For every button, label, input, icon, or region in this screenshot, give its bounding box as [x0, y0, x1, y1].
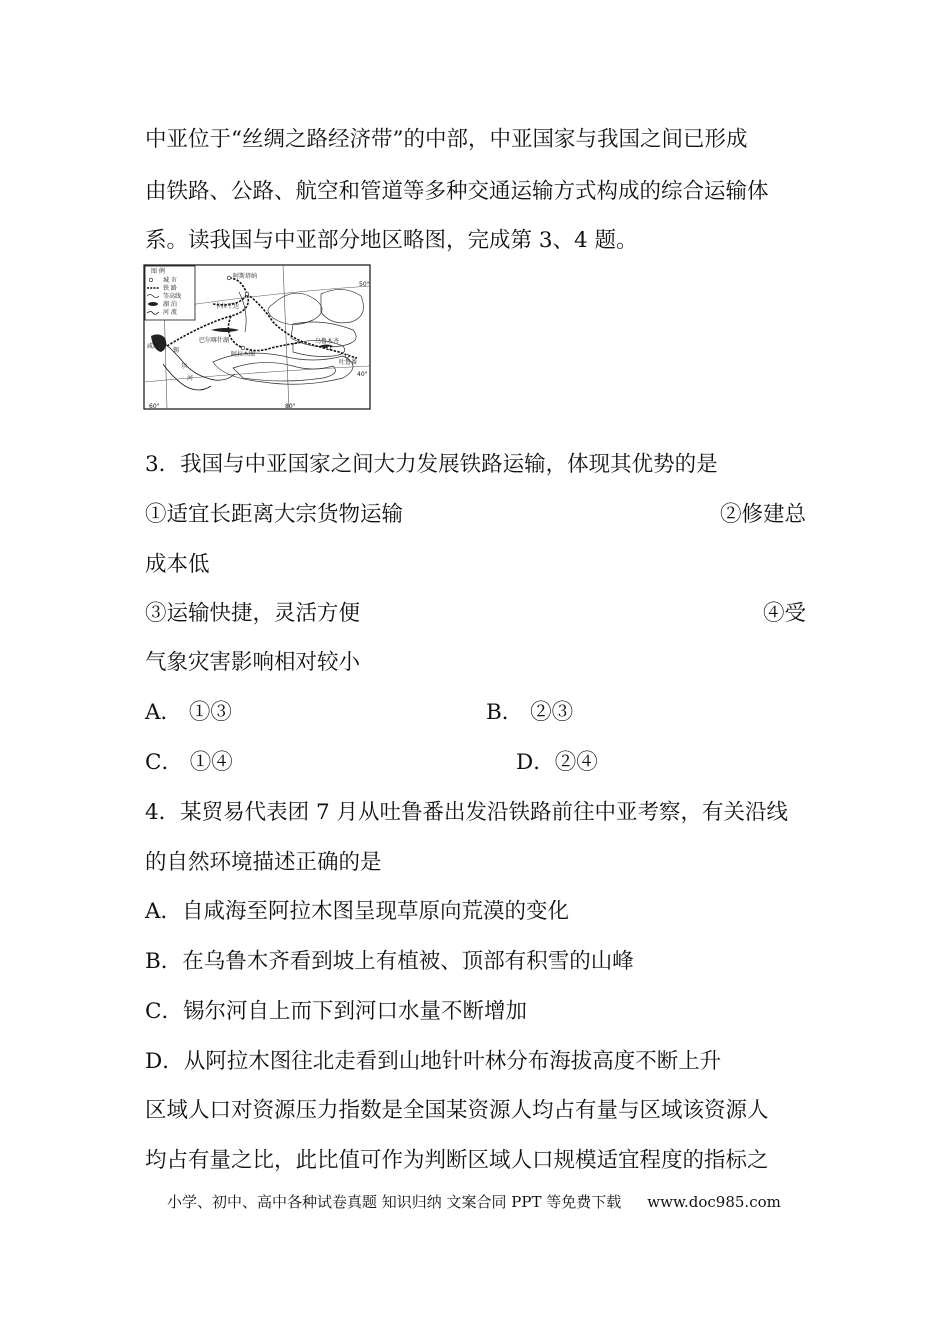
lake-symbol-icon	[148, 302, 158, 306]
footer-url[interactable]: www.doc985.com	[647, 1193, 781, 1211]
q4-choice-d: D．从阿拉木图往北走看到山地针叶林分布海拔高度不断上升	[145, 1049, 722, 1074]
intro-line-1: 中亚位于“丝绸之路经济带”的中部，中亚国家与我国之间已形成	[145, 127, 748, 152]
longitude-label: 60°	[149, 403, 160, 410]
river-label: 尔	[181, 363, 188, 370]
longitude-label: 80°	[285, 403, 296, 410]
intro-line-2: 由铁路、公路、航空和管道等多种交通运输方式构成的综合运输体	[145, 179, 769, 204]
q3-choice-b: B． ②③	[486, 700, 574, 725]
q3-option-4-cont: 气象灾害影响相对较小	[145, 650, 361, 675]
q4-stem-line-1: 4．某贸易代表团 7 月从吐鲁番出发沿铁路前往中亚考察，有关沿线	[145, 800, 789, 825]
city-label: 巴尔喀什湖	[199, 337, 230, 344]
q3-option-2-cont: 成本低	[145, 552, 210, 577]
latitude-label: 40°	[357, 371, 368, 378]
legend-item: 河 流	[163, 309, 177, 316]
q3-option-1: ①适宜长距离大宗货物运输	[145, 502, 404, 527]
legend-title: 图 例	[151, 268, 165, 275]
q3-choice-d: D．②④	[516, 750, 598, 775]
footer-text: 小学、初中、高中各种试卷真题 知识归纳 文案合同 PPT 等免费下载	[167, 1193, 622, 1211]
q3-stem: 3．我国与中亚国家之间大力发展铁路运输，体现其优势的是	[145, 452, 718, 477]
city-label: 阿拉木图	[231, 351, 256, 358]
city-label: 阿斯塔纳	[233, 273, 258, 280]
q4-stem-line-2: 的自然环境描述正确的是	[145, 850, 382, 875]
next-passage-line-2: 均占有量之比，此比值可作为判断区域人口规模适宜程度的指标之	[145, 1148, 769, 1173]
q3-choice-a: A． ①③	[145, 700, 232, 725]
intro-line-3: 系。读我国与中亚部分地区略图，完成第 3、4 题。	[145, 228, 638, 253]
legend-item: 湖 泊	[163, 301, 177, 308]
q3-option-3: ③运输快捷，灵活方便	[145, 601, 361, 626]
latitude-label: 50°	[359, 281, 370, 288]
river-label: 锡	[173, 347, 180, 354]
q3-option-4: ④受	[762, 601, 806, 626]
q4-choice-b: B．在乌鲁木齐看到坡上有植被、顶部有积雪的山峰	[145, 949, 634, 974]
q4-choice-a: A．自咸海至阿拉木图呈现草原向荒漠的变化	[145, 899, 570, 924]
legend-item: 铁 路	[163, 285, 177, 292]
city-label: 乌鲁木齐	[315, 338, 340, 345]
q4-choice-c: C．锡尔河自上而下到河口水量不断增加	[145, 999, 527, 1024]
city-label: 卡拉干达	[215, 303, 240, 310]
city-label: 吐鲁番	[339, 359, 358, 366]
legend-item: 城 市	[163, 277, 177, 284]
river-label: 河	[187, 375, 194, 382]
city-label: 咸海	[147, 343, 160, 350]
next-passage-line-1: 区域人口对资源压力指数是全国某资源人均占有量与区域该资源人	[145, 1098, 769, 1123]
q3-option-2: ②修建总	[719, 502, 806, 527]
central-asia-map	[143, 264, 371, 410]
page-footer	[167, 1192, 781, 1212]
q3-choice-c: C． ①④	[145, 750, 233, 775]
legend-item: 等高线	[163, 293, 182, 300]
